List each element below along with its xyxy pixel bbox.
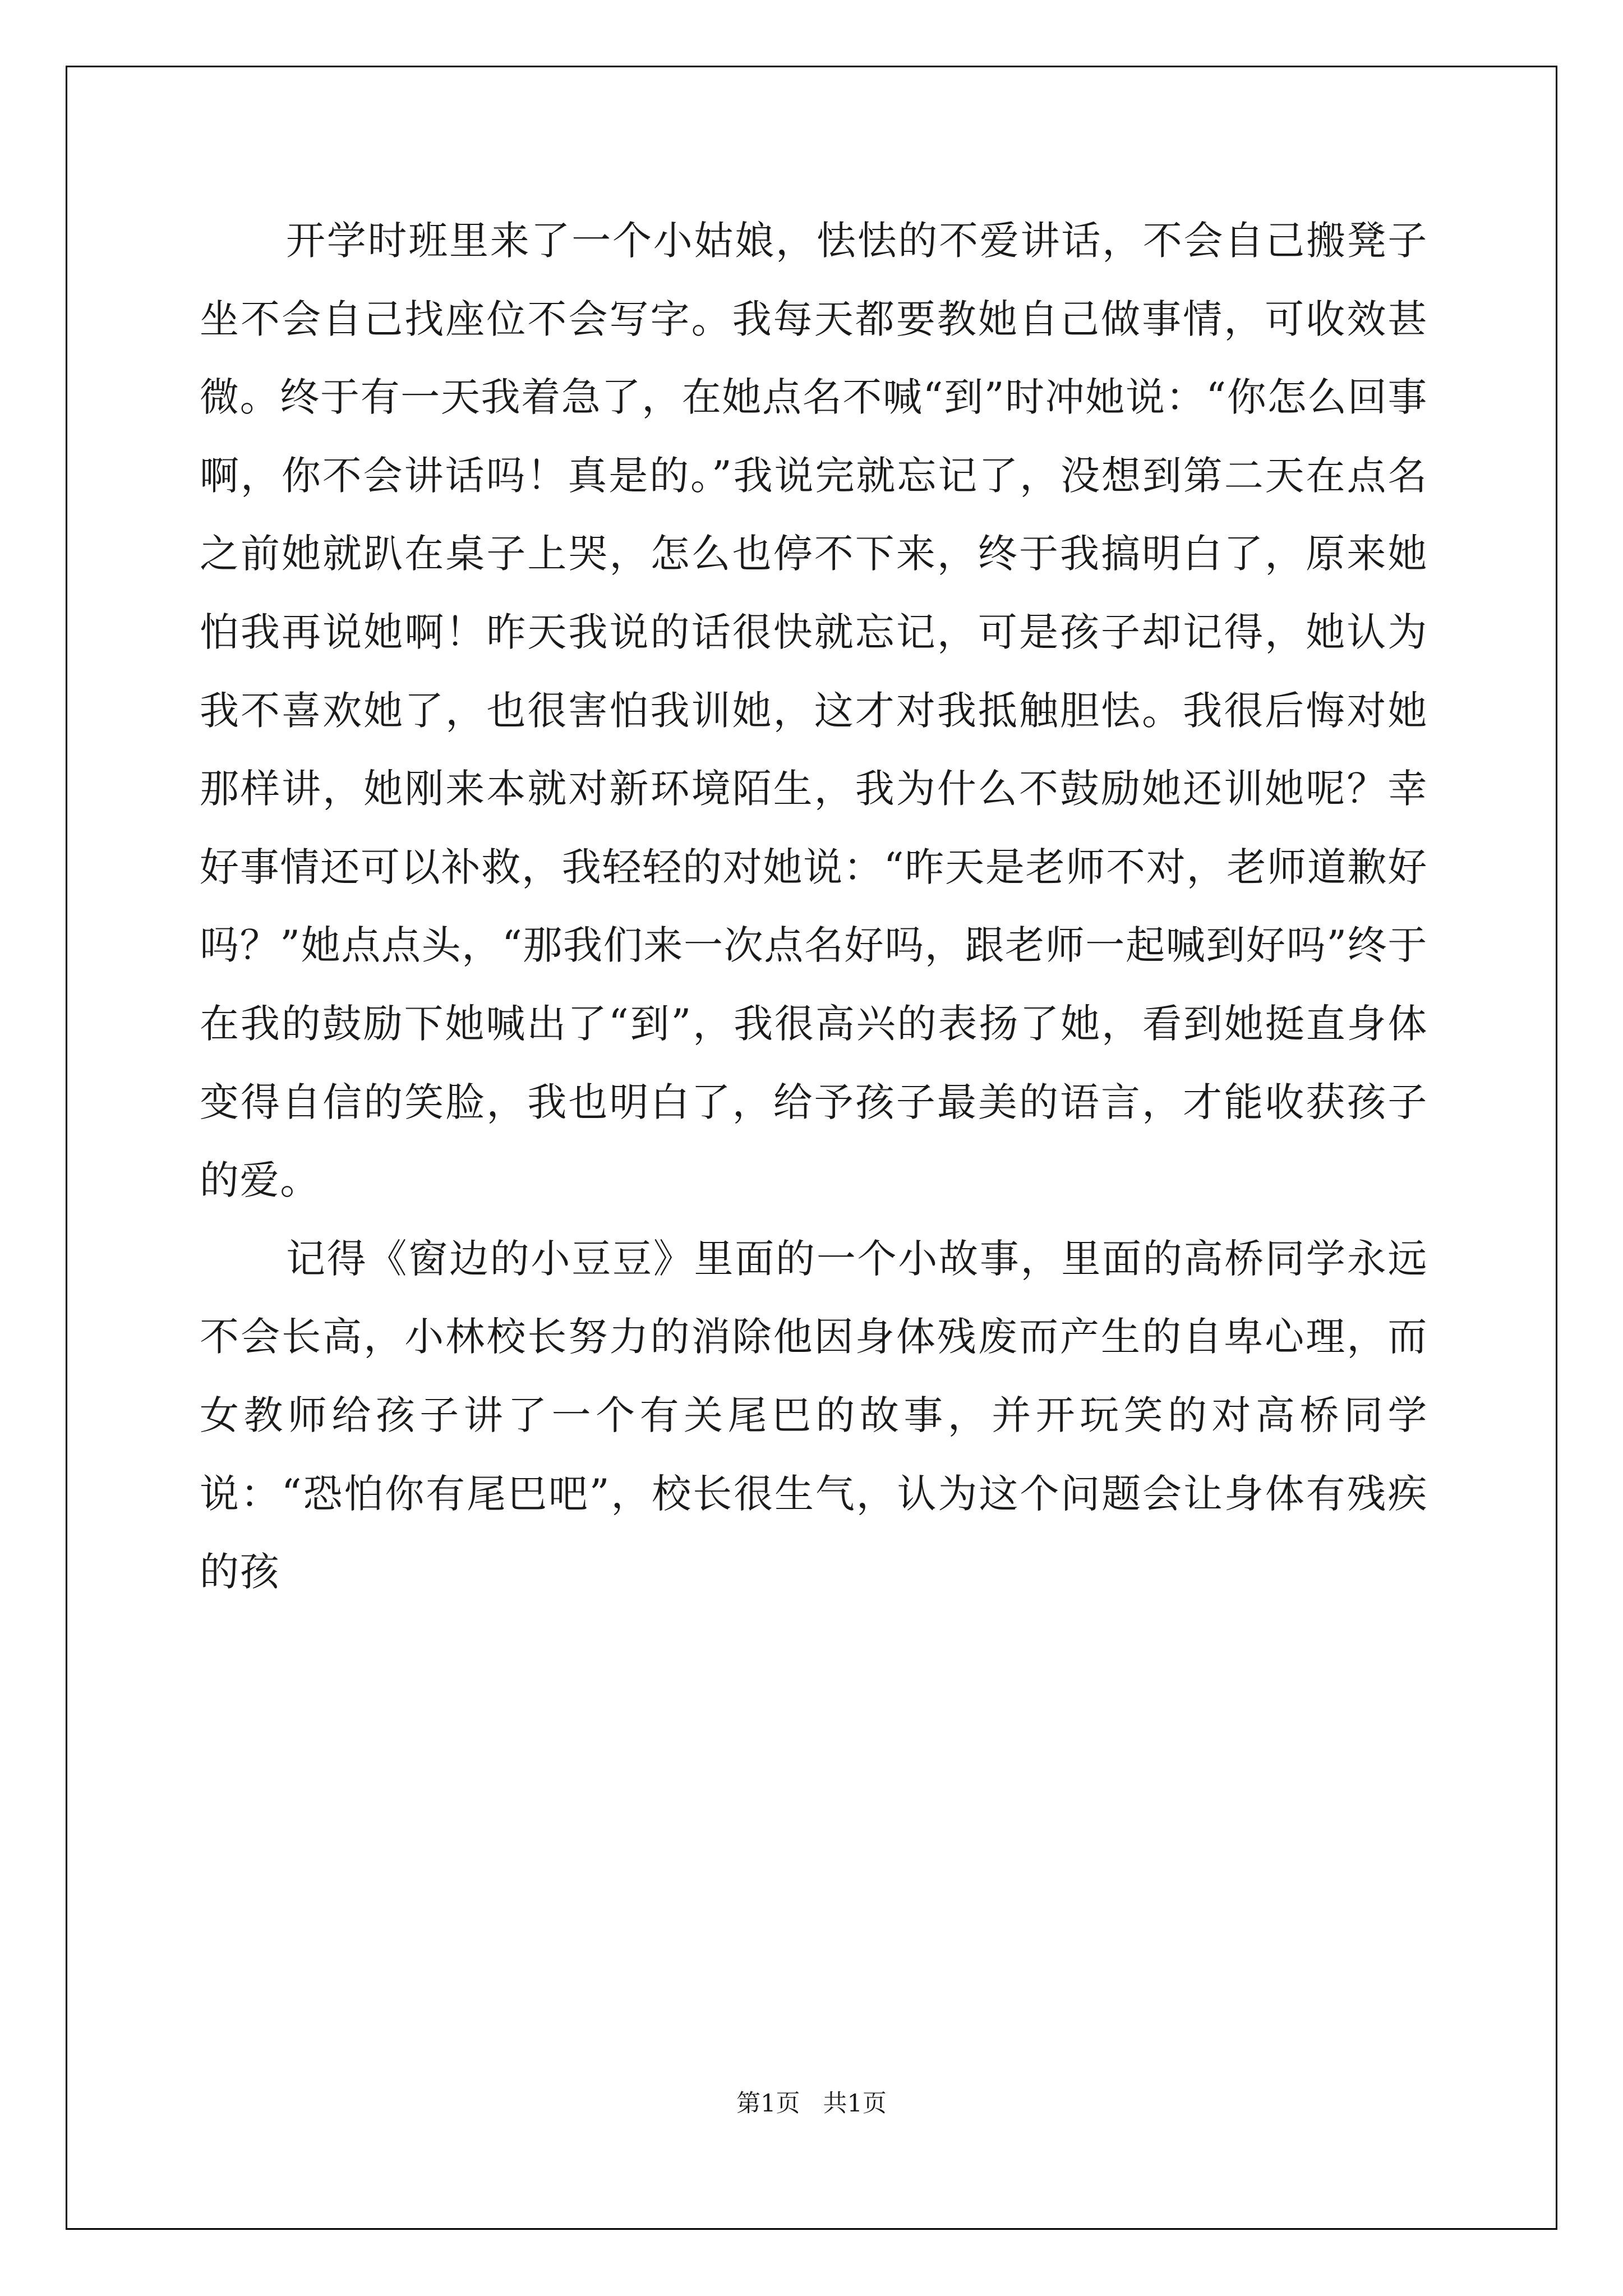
document-body: [200, 202, 1428, 1612]
paragraph-2: 记得《窗边的小豆豆》里面的一个小故事，里面的高桥同学永远不会长高，小林校长努力的消除他因身体残废而产生的自卑心理，而女教师给孩子讲了一个有关尾巴的故事，并开玩笑的对高桥同学说：“恐怕你有尾巴吧”，校长很生气，认为这个问题会让身体有残疾的孩: [200, 1235, 1428, 1595]
page-total: 共1页: [823, 2090, 887, 2118]
paragraph-1: 开学时班里来了一个小姑娘，怯怯的不爱讲话，不会自己搬凳子坐不会自己找座位不会写字。我每天都要教她自己做事情，可收效甚微。终于有一天我着急了，在她点名不喊“到”时冲她说：“你怎么回事啊，你不会讲话吗！真是的。”我说完就忘记了，没想到第二天在点名之前她就趴在桌子上哭，怎么也停不下来，终于我搞明白了，原来她怕我再说她啊！昨天我说的话很快就忘记，可是孩子却记得，她认为我不喜欢她了，也很害怕我训她，这才对我抵触胆怯。我很后悔对她那样讲，她刚来本就对新环境陌生，我为什么不鼓励她还训她呢？幸好事情还可以补救，我轻轻的对她说：“昨天是老师不对，老师道歉好吗？”她点点头，“那我们来一次点名好吗，跟老师一起喊到好吗”终于在我的鼓励下她喊出了“到”，我很高兴的表扬了她，看到她挺直身体变得自信的笑脸，我也明白了，给予孩子最美的语言，才能收获孩子的爱。: [200, 218, 1428, 1204]
page-footer: [0, 2087, 1623, 2120]
page-number: 第1页: [736, 2090, 800, 2118]
